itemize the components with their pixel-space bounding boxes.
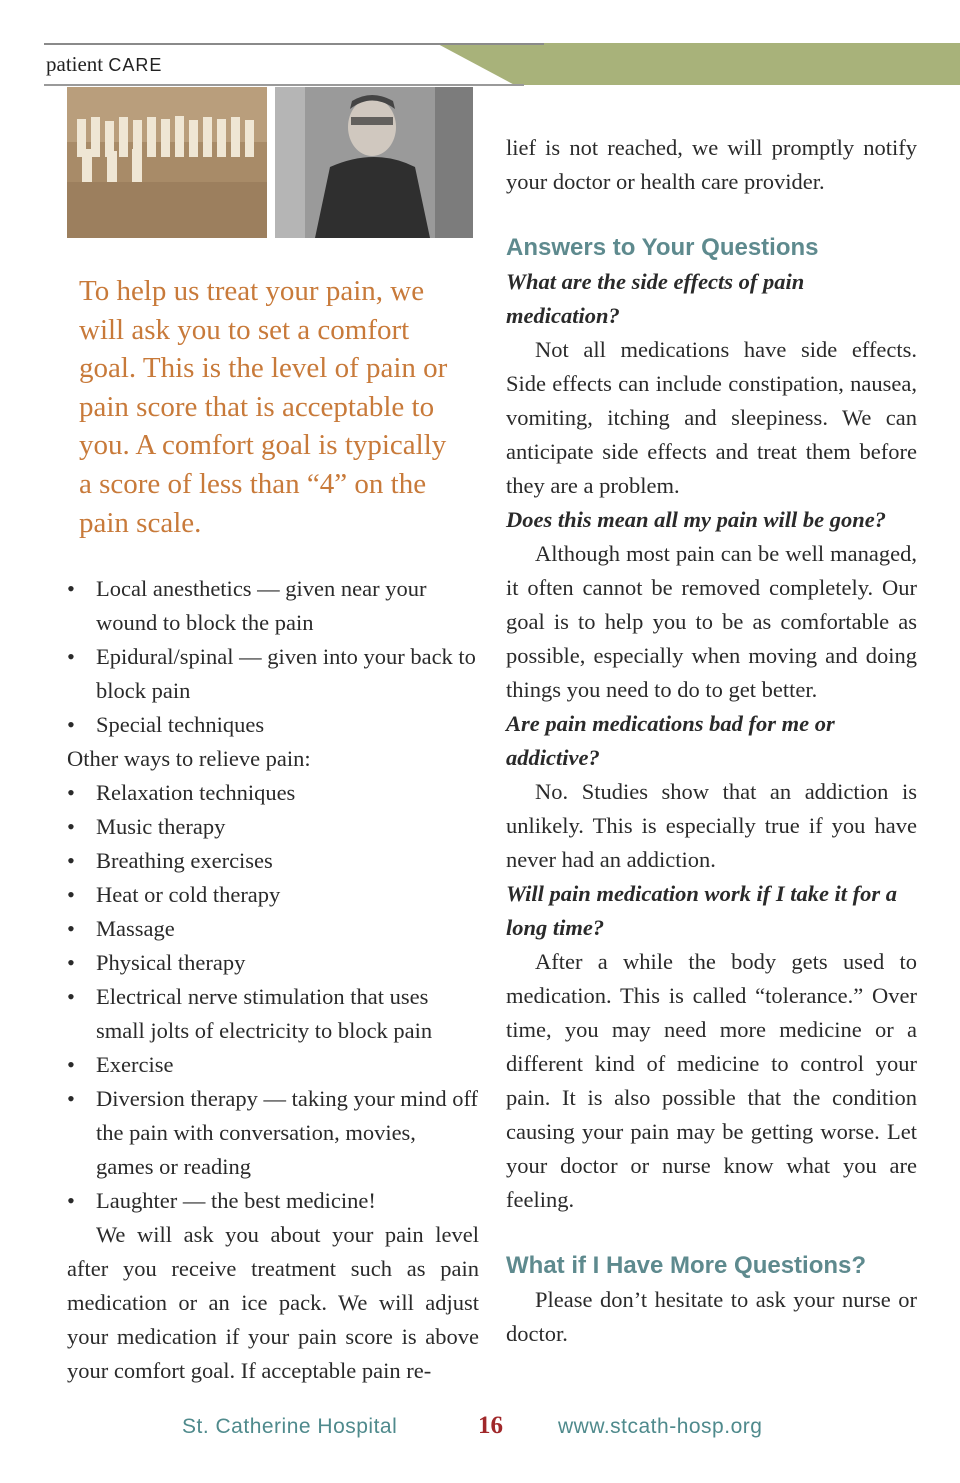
list-item: • Local anesthetics — given near your wound to block the pain xyxy=(67,572,479,640)
list-item: • Relaxation techniques xyxy=(67,776,479,810)
list-item: • Heat or cold therapy xyxy=(67,878,479,912)
answer: Not all medications have side effects. Side effects can include constipation, nausea, vomiting, itching and sleepiness. We can anticipate side effects and treat them before they are a problem. xyxy=(506,337,917,498)
comfort-goal-callout: To help us treat your pain, we will ask you to set a comfort goal. This is the level of pain or pain score that is acceptable to you. A comfort goal is typically a score of less than “4” on the pain scale. xyxy=(79,275,448,539)
answer: After a while the body gets used to medication. This is called “tolerance.” Over time, you may need more medicine or a different kind of medicine to control your pain. It is also possible that the condition causing your pain may be getting worse. Let your doctor or nurse know what you are feeling. xyxy=(506,949,917,1212)
list-item: • Exercise xyxy=(67,1048,479,1082)
list-item: • Massage xyxy=(67,912,479,946)
more-questions-heading: What if I Have More Questions? xyxy=(506,1252,867,1279)
list-item: • Music therapy xyxy=(67,810,479,844)
header-rule-bottom xyxy=(44,84,524,86)
header-band xyxy=(436,43,960,85)
question: Will pain medication work if I take it for a long time? xyxy=(506,881,898,940)
list-item: • Special techniques xyxy=(67,708,479,742)
answer: Although most pain can be well managed, it often cannot be removed completely. Our goal is to help you to be as comfortable as possible, especially when moving and doing things you need to do to get better. xyxy=(506,541,917,702)
list-item: • Breathing exercises xyxy=(67,844,479,878)
closing-paragraph: Please don’t hesitate to ask your nurse or doctor. xyxy=(506,1287,917,1346)
other-ways-label: Other ways to relieve pain: xyxy=(67,746,311,771)
left-column xyxy=(67,572,479,1388)
page-footer xyxy=(0,1413,960,1449)
continued-paragraph: lief is not reached, we will promptly notify your doctor or health care provider. xyxy=(506,135,917,194)
list-item: • Laughter — the best medicine! xyxy=(67,1184,479,1218)
question: What are the side effects of pain medication? xyxy=(506,269,805,328)
answer: No. Studies show that an addiction is unlikely. This is especially true if you have never had an addiction. xyxy=(506,779,917,872)
right-column xyxy=(506,131,917,1351)
man-photo-image xyxy=(275,87,473,238)
historic-photo-nurses xyxy=(67,87,267,238)
header-rule-top xyxy=(44,43,544,45)
nurses-photo-image xyxy=(67,87,267,238)
hospital-name: St. Catherine Hospital xyxy=(182,1415,398,1438)
pain-treatment-list xyxy=(67,572,479,742)
website-link[interactable]: www.stcath-hosp.org xyxy=(558,1415,763,1438)
list-item: • Electrical nerve stimulation that uses small jolts of electricity to block pain xyxy=(67,980,479,1048)
question: Are pain medications bad for me or addictive? xyxy=(506,711,835,770)
list-item: • Epidural/spinal — given into your back to block pain xyxy=(67,640,479,708)
historic-photo-man xyxy=(275,87,473,238)
other-ways-list xyxy=(67,776,479,1218)
list-item: • Diversion therapy — taking your mind off the pain with conversation, movies, games or reading xyxy=(67,1082,479,1184)
answers-heading: Answers to Your Questions xyxy=(506,234,819,261)
list-item: • Physical therapy xyxy=(67,946,479,980)
question: Does this mean all my pain will be gone? xyxy=(506,507,887,532)
pain-level-paragraph: We will ask you about your pain level after you receive treatment such as pain medication or an ice pack. We will adjust your medication if your pain score is above your comfort goal. If acceptable pain re- xyxy=(67,1222,479,1383)
section-title: patient CARE xyxy=(46,52,163,76)
page-number: 16 xyxy=(478,1412,503,1439)
